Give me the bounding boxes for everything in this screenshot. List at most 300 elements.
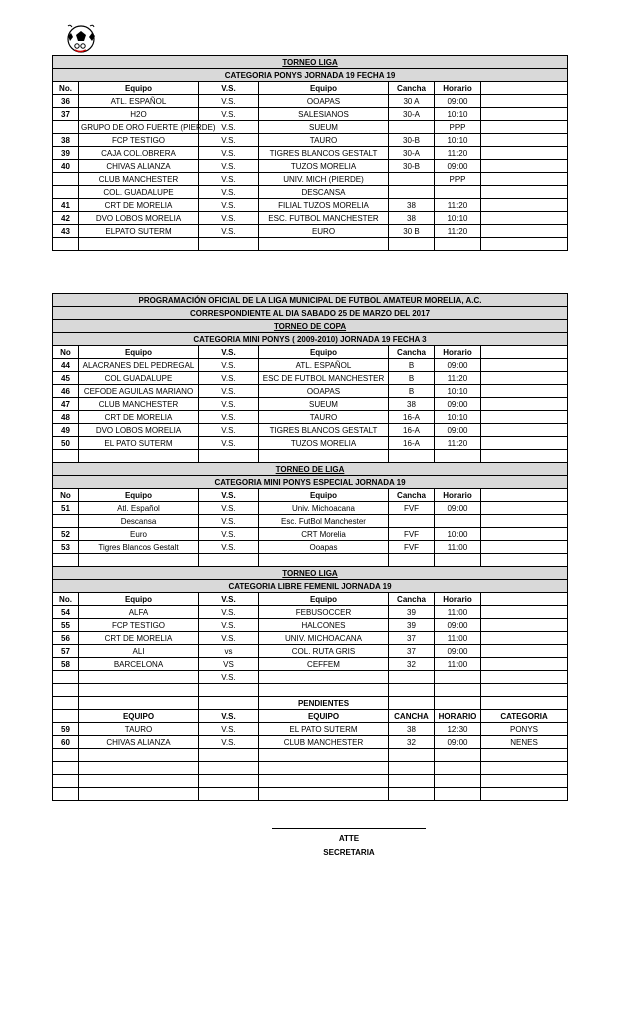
femenil-title: TORNEO LIGA [53, 567, 568, 580]
table-cell: 47 [53, 398, 79, 411]
copa-category: CATEGORIA MINI PONYS ( 2009-2010) JORNADA 19 FECHA 3 [53, 333, 568, 346]
table-cell: 38 [389, 398, 435, 411]
table-row [53, 632, 568, 645]
especial-category-row [53, 476, 568, 489]
table-cell [259, 762, 389, 775]
table-cell: SUEUM [259, 121, 389, 134]
table-cell [53, 186, 79, 199]
table-cell: 37 [389, 645, 435, 658]
table-row [53, 749, 568, 762]
column-header: EQUIPO [259, 710, 389, 723]
table-cell: DESCANSA [259, 186, 389, 199]
table-cell: FCP TESTIGO [79, 619, 199, 632]
table-cell: 52 [53, 528, 79, 541]
table-cell [389, 450, 435, 463]
table-cell [79, 749, 199, 762]
table-row [53, 225, 568, 238]
table-cell: 30 A [389, 95, 435, 108]
empty-cell [435, 697, 481, 710]
table-row [53, 606, 568, 619]
column-header: Equipo [259, 489, 389, 502]
table-cell: 37 [389, 632, 435, 645]
table-cell: V.S. [199, 134, 259, 147]
empty-cell [481, 424, 568, 437]
table-cell [435, 684, 481, 697]
empty-cell [481, 697, 568, 710]
table-row [53, 359, 568, 372]
table-cell [199, 775, 259, 788]
table-cell: 10:10 [435, 134, 481, 147]
table-cell: CEFFEM [259, 658, 389, 671]
table-cell: 10:10 [435, 385, 481, 398]
table-row [53, 134, 568, 147]
table-cell [53, 671, 79, 684]
table-cell: 43 [53, 225, 79, 238]
table-cell: Descansa [79, 515, 199, 528]
table-cell: Univ. Michoacana [259, 502, 389, 515]
table-cell [199, 450, 259, 463]
empty-cell [481, 554, 568, 567]
table-cell [435, 450, 481, 463]
table-cell [199, 554, 259, 567]
table-row [53, 541, 568, 554]
table-row [53, 762, 568, 775]
table-row [53, 736, 568, 749]
table-cell [53, 788, 79, 801]
table-cell [199, 788, 259, 801]
table-row [53, 186, 568, 199]
table-cell: EL PATO SUTERM [259, 723, 389, 736]
column-header: Equipo [259, 593, 389, 606]
table-cell [79, 762, 199, 775]
column-header: Equipo [79, 489, 199, 502]
empty-cell [481, 199, 568, 212]
table-cell: ATL. ESPAÑOL [79, 95, 199, 108]
table-row [53, 147, 568, 160]
table-cell: V.S. [199, 173, 259, 186]
column-header: No [53, 346, 79, 359]
table-cell [259, 684, 389, 697]
table-cell [389, 684, 435, 697]
table-cell: 09:00 [435, 359, 481, 372]
table-row [53, 411, 568, 424]
table-cell: V.S. [199, 632, 259, 645]
column-header: V.S. [199, 593, 259, 606]
table-cell: CRT DE MORELIA [79, 632, 199, 645]
table-cell: UNIV. MICH (PIERDE) [259, 173, 389, 186]
table-cell [435, 238, 481, 251]
table-cell: 36 [53, 95, 79, 108]
table-cell: Euro [79, 528, 199, 541]
empty-cell [481, 346, 568, 359]
table-cell: 38 [389, 199, 435, 212]
table-cell: V.S. [199, 541, 259, 554]
main-title: PROGRAMACIÓN OFICIAL DE LA LIGA MUNICIPAL DE FUTBOL AMATEUR MORELIA, A.C. [53, 294, 568, 307]
table-cell: 48 [53, 411, 79, 424]
table-cell: ATL. ESPAÑOL [259, 359, 389, 372]
table-cell [259, 554, 389, 567]
table-cell: Esc. FutBol Manchester [259, 515, 389, 528]
table-cell: 16-A [389, 437, 435, 450]
soccer-ball-mascot-icon [62, 22, 100, 54]
table-cell: V.S. [199, 147, 259, 160]
table-row [53, 528, 568, 541]
programacion-table [52, 293, 568, 801]
table-cell [259, 749, 389, 762]
table-cell: V.S. [199, 515, 259, 528]
table-row [53, 173, 568, 186]
secretaria-label: SECRETARIA [323, 848, 375, 857]
table-cell: TUZOS MORELIA [259, 160, 389, 173]
table-cell [199, 238, 259, 251]
empty-cell [481, 658, 568, 671]
table-cell: 09:00 [435, 95, 481, 108]
table-cell [389, 121, 435, 134]
empty-cell [481, 437, 568, 450]
empty-cell [481, 95, 568, 108]
table-cell: 41 [53, 199, 79, 212]
table-cell: 10:00 [435, 528, 481, 541]
main-date: CORRESPONDIENTE AL DIA SABADO 25 DE MARZO DEL 2017 [53, 307, 568, 320]
empty-cell [481, 121, 568, 134]
table-cell: 60 [53, 736, 79, 749]
table-cell: V.S. [199, 528, 259, 541]
table-row [53, 515, 568, 528]
table-cell: V.S. [199, 186, 259, 199]
table-cell: 11:20 [435, 199, 481, 212]
table-cell: CHIVAS ALIANZA [79, 736, 199, 749]
table-cell: 11:00 [435, 658, 481, 671]
table-cell: EURO [259, 225, 389, 238]
table-cell: V.S. [199, 225, 259, 238]
table-row [53, 502, 568, 515]
table-cell: V.S. [199, 121, 259, 134]
table-cell: 32 [389, 658, 435, 671]
table-cell: B [389, 359, 435, 372]
pendientes-title-row [53, 697, 568, 710]
empty-cell [481, 372, 568, 385]
copa-title: TORNEO DE COPA [53, 320, 568, 333]
header-row [53, 489, 568, 502]
table-cell: COL. RUTA GRIS [259, 645, 389, 658]
table-row [53, 723, 568, 736]
table-row [53, 238, 568, 251]
table-cell: 44 [53, 359, 79, 372]
column-header: V.S. [199, 710, 259, 723]
table-cell: B [389, 372, 435, 385]
table-cell: 09:00 [435, 645, 481, 658]
table-cell: GRUPO DE ORO FUERTE (PIERDE) [79, 121, 199, 134]
table-cell: V.S. [199, 108, 259, 121]
table-cell [53, 121, 79, 134]
header-row [53, 346, 568, 359]
table-cell: CLUB MANCHESTER [259, 736, 389, 749]
table-cell: 30-B [389, 160, 435, 173]
table-cell: ESC. FUTBOL MANCHESTER [259, 212, 389, 225]
table-cell: OOAPAS [259, 385, 389, 398]
table-cell: V.S. [199, 95, 259, 108]
main-title-row [53, 294, 568, 307]
table-cell: HALCONES [259, 619, 389, 632]
column-header: Cancha [389, 82, 435, 95]
table-row [53, 450, 568, 463]
table-cell: V.S. [199, 619, 259, 632]
table-cell: CEFODE AGUILAS MARIANO [79, 385, 199, 398]
table-row [53, 212, 568, 225]
table-cell: V.S. [199, 199, 259, 212]
empty-cell [79, 697, 199, 710]
table-cell: 49 [53, 424, 79, 437]
especial-title-row [53, 463, 568, 476]
empty-cell [481, 502, 568, 515]
table-cell: ALACRANES DEL PEDREGAL [79, 359, 199, 372]
table-cell: TIGRES BLANCOS GESTALT [259, 424, 389, 437]
table-row [53, 658, 568, 671]
table-cell [53, 775, 79, 788]
empty-cell [481, 645, 568, 658]
table-cell: EL PATO SUTERM [79, 437, 199, 450]
table-cell [389, 515, 435, 528]
table-cell: 11:00 [435, 606, 481, 619]
empty-cell [481, 541, 568, 554]
table-cell [53, 749, 79, 762]
column-header [53, 710, 79, 723]
empty-cell [481, 606, 568, 619]
column-header: V.S. [199, 346, 259, 359]
empty-cell [481, 238, 568, 251]
empty-cell [481, 684, 568, 697]
table-cell: 59 [53, 723, 79, 736]
especial-title: TORNEO DE LIGA [53, 463, 568, 476]
table-cell: CRT DE MORELIA [79, 411, 199, 424]
table-cell [389, 671, 435, 684]
table-cell [79, 238, 199, 251]
table-row [53, 554, 568, 567]
column-header: Equipo [259, 346, 389, 359]
table-row [53, 398, 568, 411]
table-cell [389, 186, 435, 199]
table-cell: 10:10 [435, 212, 481, 225]
empty-cell [481, 108, 568, 121]
table-cell: NENES [481, 736, 568, 749]
table-cell: PPP [435, 121, 481, 134]
table-cell: CHIVAS ALIANZA [79, 160, 199, 173]
table-cell: ALFA [79, 606, 199, 619]
table-cell: TAURO [259, 411, 389, 424]
top-title-row [53, 56, 568, 69]
table-cell: V.S. [199, 212, 259, 225]
column-header: No [53, 489, 79, 502]
table-cell: VS [199, 658, 259, 671]
table-row [53, 619, 568, 632]
copa-title-row [53, 320, 568, 333]
table-cell [259, 775, 389, 788]
table-cell: FVF [389, 541, 435, 554]
table-cell: V.S. [199, 424, 259, 437]
table-cell: COL GUADALUPE [79, 372, 199, 385]
pendientes-title: PENDIENTES [259, 697, 389, 710]
column-header: V.S. [199, 82, 259, 95]
table-cell: 39 [389, 606, 435, 619]
table-cell: 09:00 [435, 502, 481, 515]
table-cell: CAJA COL.OBRERA [79, 147, 199, 160]
column-header: EQUIPO [79, 710, 199, 723]
table-cell [199, 762, 259, 775]
table-cell: 11:20 [435, 372, 481, 385]
column-header: Equipo [259, 82, 389, 95]
table-cell [259, 788, 389, 801]
table-cell: 58 [53, 658, 79, 671]
table-cell: V.S. [199, 736, 259, 749]
table-cell [53, 238, 79, 251]
column-header: Equipo [79, 593, 199, 606]
table-cell: CRT DE MORELIA [79, 199, 199, 212]
table-cell: ALI [79, 645, 199, 658]
empty-cell [481, 212, 568, 225]
table-cell: Tigres Blancos Gestalt [79, 541, 199, 554]
table-cell: 56 [53, 632, 79, 645]
table-cell [481, 775, 568, 788]
table-row [53, 788, 568, 801]
table-cell: V.S. [199, 385, 259, 398]
table-cell [481, 762, 568, 775]
table-row [53, 684, 568, 697]
table-cell: 09:00 [435, 424, 481, 437]
table-cell: CRT Morelia [259, 528, 389, 541]
column-header: V.S. [199, 489, 259, 502]
table-cell: 11:20 [435, 437, 481, 450]
table-row [53, 385, 568, 398]
table-cell [53, 173, 79, 186]
column-header: Cancha [389, 489, 435, 502]
table-cell: 09:00 [435, 619, 481, 632]
table-cell [435, 762, 481, 775]
table-cell [389, 788, 435, 801]
copa-category-row [53, 333, 568, 346]
table-cell: TIGRES BLANCOS GESTALT [259, 147, 389, 160]
table-cell: V.S. [199, 398, 259, 411]
table-cell: 45 [53, 372, 79, 385]
table-cell: CLUB MANCHESTER [79, 173, 199, 186]
table-cell: 09:00 [435, 736, 481, 749]
table-cell: ELPATO SUTERM [79, 225, 199, 238]
table-cell: 10:10 [435, 411, 481, 424]
table-cell: SUEUM [259, 398, 389, 411]
table-cell: FEBUSOCCER [259, 606, 389, 619]
table-cell: 54 [53, 606, 79, 619]
column-header: CANCHA [389, 710, 435, 723]
empty-cell [481, 82, 568, 95]
table-row [53, 372, 568, 385]
table-cell: PONYS [481, 723, 568, 736]
empty-cell [481, 515, 568, 528]
main-date-row [53, 307, 568, 320]
table-cell [389, 238, 435, 251]
femenil-title-row [53, 567, 568, 580]
empty-cell [481, 489, 568, 502]
table-row [53, 424, 568, 437]
table-cell: PPP [435, 173, 481, 186]
table-cell: DVO LOBOS MORELIA [79, 212, 199, 225]
column-header: HORARIO [435, 710, 481, 723]
top-title: TORNEO LIGA [53, 56, 568, 69]
table-cell: Atl. Español [79, 502, 199, 515]
table-cell: 57 [53, 645, 79, 658]
table-row [53, 775, 568, 788]
table-cell [79, 684, 199, 697]
empty-cell [481, 528, 568, 541]
table-cell: 39 [389, 619, 435, 632]
table-cell: 46 [53, 385, 79, 398]
empty-cell [481, 398, 568, 411]
table-cell [435, 749, 481, 762]
table-cell [79, 671, 199, 684]
empty-cell [481, 225, 568, 238]
table-row [53, 199, 568, 212]
table-cell: V.S. [199, 411, 259, 424]
table-cell: 55 [53, 619, 79, 632]
table-cell: 10:10 [435, 108, 481, 121]
empty-cell [481, 359, 568, 372]
header-row [53, 82, 568, 95]
table-cell: 30-A [389, 108, 435, 121]
table-cell: 50 [53, 437, 79, 450]
table-cell [53, 554, 79, 567]
table-cell: FVF [389, 528, 435, 541]
table-cell: TAURO [259, 134, 389, 147]
table-cell: 51 [53, 502, 79, 515]
table-cell: V.S. [199, 372, 259, 385]
empty-cell [199, 697, 259, 710]
table-cell [79, 554, 199, 567]
signature-line [272, 828, 426, 829]
table-cell: V.S. [199, 437, 259, 450]
table-cell: 09:00 [435, 398, 481, 411]
empty-cell [481, 160, 568, 173]
table-cell: 11:00 [435, 541, 481, 554]
empty-cell [481, 134, 568, 147]
table-cell: V.S. [199, 671, 259, 684]
empty-cell [481, 173, 568, 186]
empty-cell [481, 411, 568, 424]
femenil-category-row [53, 580, 568, 593]
table-cell: COL. GUADALUPE [79, 186, 199, 199]
empty-cell [481, 147, 568, 160]
table-cell: FVF [389, 502, 435, 515]
column-header: Horario [435, 593, 481, 606]
table-cell [389, 173, 435, 186]
table-cell: DVO LOBOS MORELIA [79, 424, 199, 437]
column-header: Equipo [79, 82, 199, 95]
table-cell: 30 B [389, 225, 435, 238]
table-cell [53, 515, 79, 528]
column-header: Cancha [389, 346, 435, 359]
table-cell: 09:00 [435, 160, 481, 173]
empty-cell [481, 385, 568, 398]
table-cell: TUZOS MORELIA [259, 437, 389, 450]
table-cell: FCP TESTIGO [79, 134, 199, 147]
column-header: CATEGORIA [481, 710, 568, 723]
table-cell [79, 450, 199, 463]
table-row [53, 95, 568, 108]
table-cell: H2O [79, 108, 199, 121]
table-cell [259, 671, 389, 684]
table-cell: vs [199, 645, 259, 658]
table-row [53, 108, 568, 121]
table-cell: 11:20 [435, 147, 481, 160]
table-cell [435, 186, 481, 199]
atte-label: ATTE [338, 834, 360, 843]
